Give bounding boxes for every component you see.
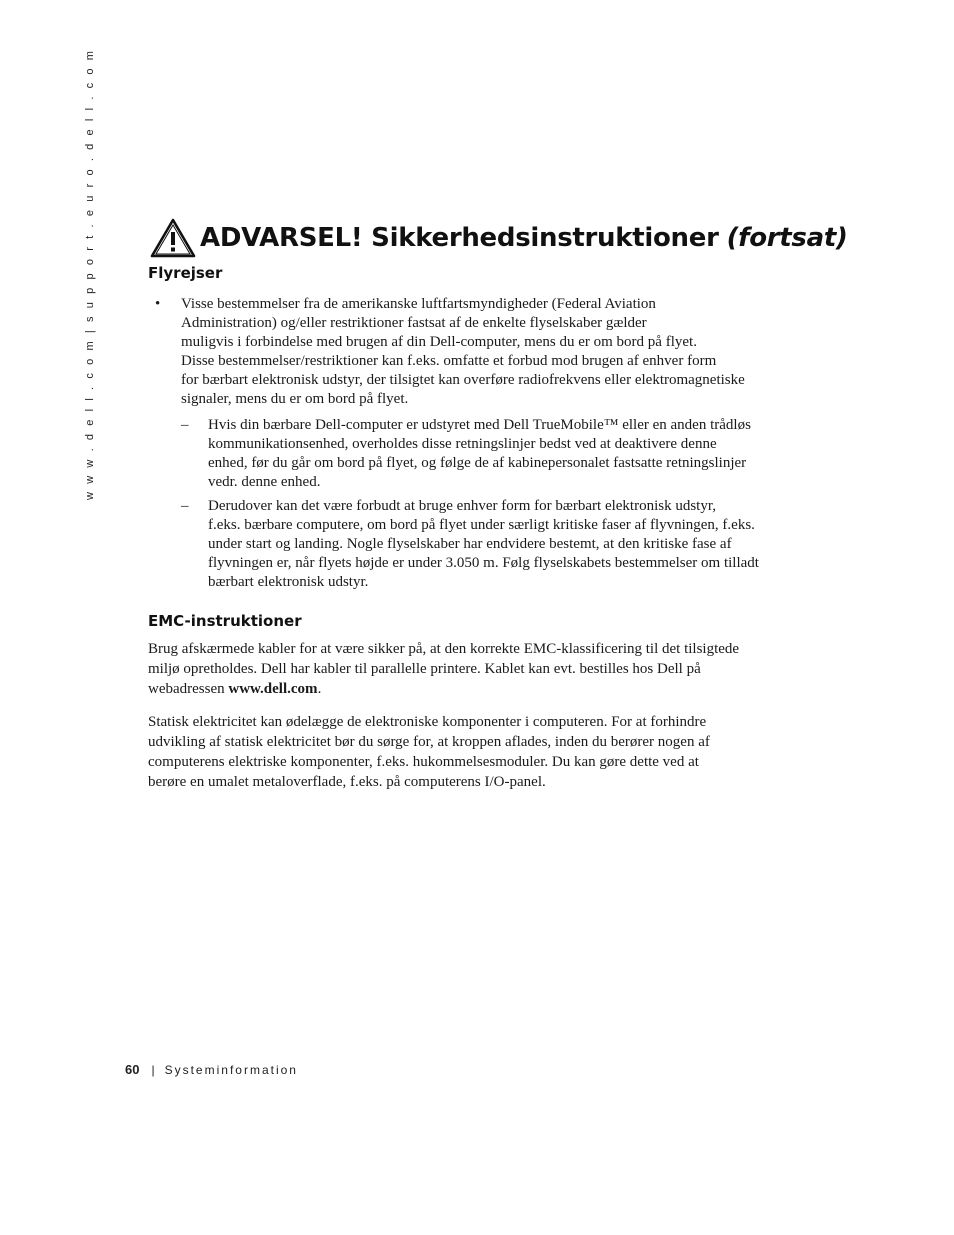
dell-website-link[interactable]: www.dell.com [228, 681, 318, 697]
bullet-marker: • [155, 296, 161, 312]
subitem-text [208, 416, 793, 492]
text-line: Statisk elektricitet kan ødelægge de elektroniske komponenter i computeren. For at forhindre [148, 714, 707, 730]
section-heading-emc: EMC-instruktioner [148, 612, 302, 630]
heading-title: ADVARSEL! Sikkerhedsinstruktioner [200, 223, 719, 253]
bullet-text [181, 295, 791, 409]
text-line: Disse bestemmelser/restriktioner kan f.eks. omfatte et forbud mod brugen af enhver form [181, 353, 717, 369]
dash-marker: – [181, 498, 189, 514]
text-line: bærbart elektronisk udstyr. [208, 574, 369, 590]
text-line: under start og landing. Nogle flyselskaber har endvidere bestemt, at den kritiske fase af [208, 536, 732, 552]
emc-paragraph-2 [148, 712, 788, 792]
text-line: computerens elektriske komponenter, f.eks. hukommelsesmoduler. Du kan gøre dette ved at [148, 754, 699, 770]
text-line: udvikling af statisk elektricitet bør du sørge for, at kroppen aflades, inden du berører nogen af [148, 734, 710, 750]
dash-marker: – [181, 417, 189, 433]
page-heading [150, 216, 848, 260]
footer-separator: | [151, 1063, 155, 1077]
text-line: muligvis i forbindelse med brugen af din Dell-computer, mens du er om bord på flyet. [181, 334, 697, 350]
text-line: Brug afskærmede kabler for at være sikker på, at den korrekte EMC-klassificering til det tilsigtede [148, 641, 740, 657]
warning-triangle-icon [150, 218, 196, 258]
page-number: 60 [125, 1062, 140, 1077]
text-fragment: . [317, 681, 322, 697]
footer-title: Systeminformation [164, 1063, 298, 1077]
text-line: f.eks. bærbare computere, om bord på flyet under særligt kritiske faser af flyvningen, f.eks. [208, 517, 755, 533]
text-line: berøre en umalet metaloverflade, f.eks. på computerens I/O-panel. [148, 774, 546, 790]
text-line: for bærbart elektronisk udstyr, der tilsigtet kan overføre radiofrekvens eller elektromagnetiske [181, 372, 745, 388]
emc-paragraph-1 [148, 639, 788, 699]
side-url: w w w . d e l l . c o m | s u p p o r t . e u r o . d e l l . c o m [84, 48, 96, 500]
subitem-text [208, 497, 793, 592]
text-line: flyvningen er, når flyets højde er under 3.050 m. Følg flyselskabets bestemmelser om tilladt [208, 555, 759, 571]
text-line: Derudover kan det være forbudt at bruge enhver form for bærbart elektronisk udstyr, [208, 498, 716, 514]
text-line: Hvis din bærbare Dell-computer er udstyret med Dell TrueMobile™ eller en anden trådløs [208, 417, 751, 433]
text-line: Administration) og/eller restriktioner fastsat af de enkelte flyselskaber gælder [181, 315, 647, 331]
heading-continued: (fortsat) [726, 223, 848, 253]
text-line: enhed, før du går om bord på flyet, og følge de af kabinepersonalet fastsatte retningslinjer [208, 455, 747, 471]
text-line: signaler, mens du er om bord på flyet. [181, 391, 409, 407]
text-line: vedr. denne enhed. [208, 474, 321, 490]
text-line: miljø opretholdes. Dell har kabler til parallelle printere. Kablet kan evt. bestilles hos Dell på [148, 661, 701, 677]
section-heading-flyrejser: Flyrejser [148, 264, 223, 282]
text-line: Visse bestemmelser fra de amerikanske luftfartsmyndigheder (Federal Aviation [181, 296, 656, 312]
text-fragment: webadressen [148, 681, 229, 697]
text-line [148, 679, 788, 699]
text-line: kommunikationsenhed, overholdes disse retningslinjer bedst ved at deaktivere denne [208, 436, 717, 452]
page-footer [125, 1062, 298, 1077]
